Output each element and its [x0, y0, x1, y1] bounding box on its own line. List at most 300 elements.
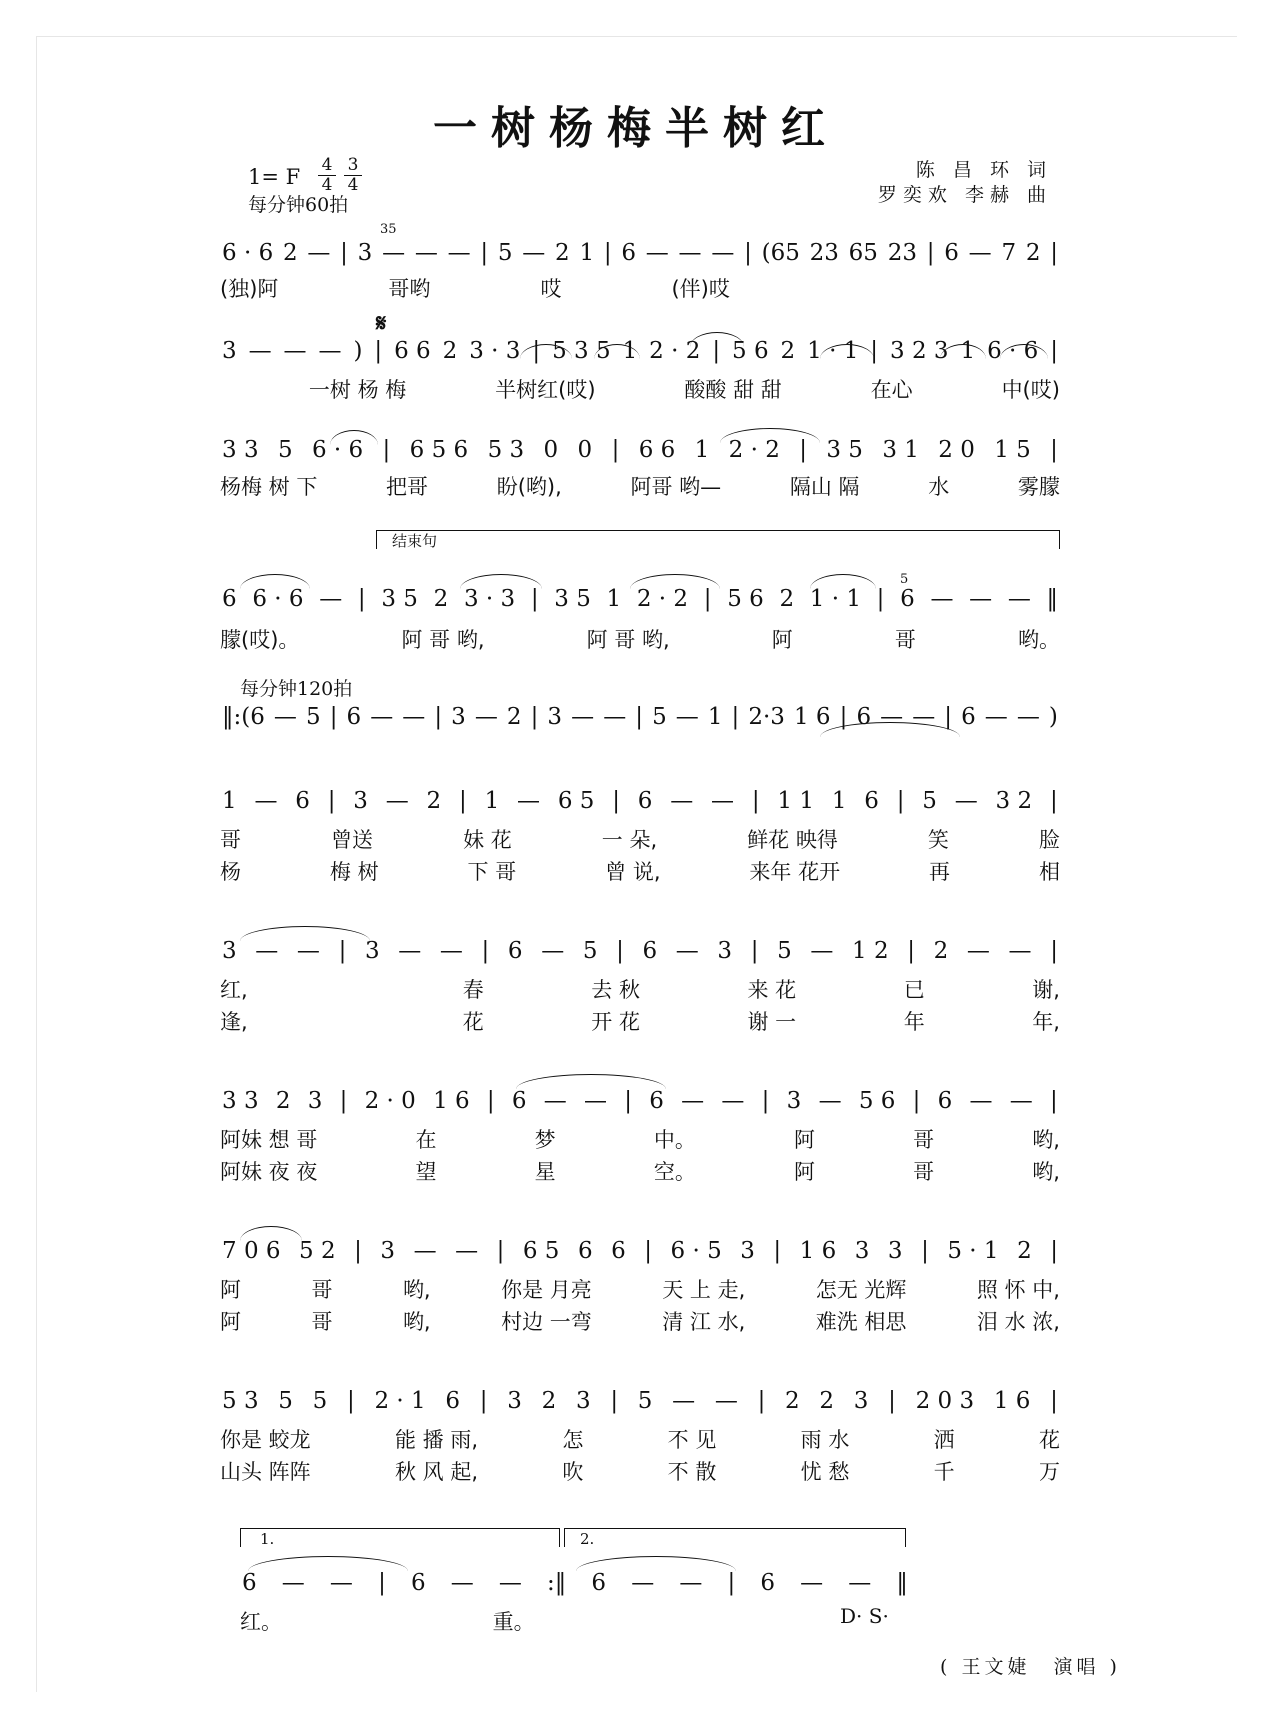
note-token: — [370, 704, 394, 730]
lyric-syllable: 哥 [894, 628, 916, 652]
note-token: 2·3 [748, 704, 785, 730]
note-token: 3 [380, 1238, 396, 1264]
note-token: 1 [484, 788, 500, 814]
note-token: 6 [591, 1570, 607, 1596]
note-token: — [672, 1388, 696, 1414]
barline: ‖ [896, 1570, 908, 1596]
note-token: 6 [961, 704, 976, 730]
lyric-row-2 [220, 856, 1060, 886]
note-token: 5 3 5 [552, 338, 611, 364]
note-token: — [968, 240, 992, 266]
lyric-syllable: 泪 水 浓, [976, 1310, 1060, 1334]
barline: | [1050, 338, 1058, 364]
barline: | [340, 240, 348, 266]
note-token: 2 [1025, 240, 1041, 266]
lyric-syllable: 逢, [220, 1010, 248, 1034]
note-token: — [414, 240, 438, 266]
note-token: 1 · 1 [809, 586, 861, 612]
note-token: — [1009, 1088, 1033, 1114]
note-token: 5 [582, 938, 598, 964]
volta-2-bracket [564, 1528, 906, 1547]
note-token: 6 · 6 [222, 240, 274, 266]
barline: | [926, 240, 935, 266]
lyric-syllable: 哥 [311, 1310, 333, 1334]
note-token: — [679, 1570, 703, 1596]
score-line-6 [220, 788, 1060, 884]
lyric-syllable: 已 [903, 978, 925, 1002]
lyric-row [220, 1424, 1060, 1454]
note-token: — [439, 938, 463, 964]
note-token: 5 [922, 788, 937, 814]
lyric-row [240, 1606, 640, 1636]
note-token: 1 [960, 338, 976, 364]
note-token: 3 [307, 1088, 323, 1114]
ending-section-label: 结束句 [392, 532, 438, 550]
barline: | [496, 1238, 505, 1264]
note-token: 5 [777, 938, 792, 964]
lyric-syllable: 鲜花 映得 [747, 828, 838, 852]
note-token: 0 [543, 437, 559, 463]
lyric-syllable: 春 [462, 978, 484, 1002]
barline: | [644, 1238, 653, 1264]
performer-credit: ( 王文婕 演唱 ) [940, 1656, 1121, 1678]
note-token: — [1016, 704, 1040, 730]
lyric-syllable: 年, [1032, 1010, 1060, 1034]
lyric-syllable: 酸酸 甜 甜 [684, 378, 782, 402]
lyric-syllable: 清 江 水, [662, 1310, 746, 1334]
note-token: 3 3 [222, 1088, 259, 1114]
lyric-syllable: 梅 树 [329, 860, 379, 884]
note-token: 6 [637, 788, 653, 814]
barline: | [532, 338, 541, 364]
note-token: 6 6 [638, 437, 676, 463]
note-token: — [541, 938, 565, 964]
note-token: — [912, 704, 936, 730]
note-token: 3 2 [995, 788, 1033, 814]
lyric-syllable: 花 [462, 1010, 484, 1034]
barline: ‖ [1046, 586, 1058, 612]
note-token: — [645, 240, 669, 266]
note-token: — [678, 240, 702, 266]
note-token: 3 1 [882, 437, 919, 463]
barline: | [603, 240, 612, 266]
grace-note-1: 35 [380, 222, 397, 237]
barline: | [378, 1570, 386, 1596]
note-token: — [848, 1570, 872, 1596]
note-token: — [455, 1238, 479, 1264]
barline: | [612, 788, 620, 814]
barline: | [944, 704, 953, 730]
barline: | [731, 704, 740, 730]
note-token: 5 [305, 704, 321, 730]
notation-row [220, 1088, 1060, 1114]
lyric-row [220, 824, 1060, 854]
note-token: 2 0 3 [915, 1388, 975, 1414]
lyric-syllable: 雾朦 [1017, 475, 1060, 499]
lyric-row-2 [220, 1156, 1060, 1186]
note-token: 1 [579, 240, 595, 266]
note-token: 2 · 2 [728, 437, 780, 463]
note-token: 23 [809, 240, 839, 266]
barline: | [907, 938, 915, 964]
barline: | [479, 1388, 488, 1414]
lyric-row [220, 471, 1060, 501]
barline: | [530, 586, 539, 612]
lyric-syllable: 妹 花 [463, 828, 512, 852]
lyric-syllable: 不 散 [667, 1460, 717, 1484]
note-token: ) [353, 338, 363, 364]
lyric-syllable: 洒 [933, 1428, 955, 1452]
note-token: 23 [887, 240, 917, 266]
note-token: — [675, 704, 699, 730]
note-token: 6 · 6 [987, 338, 1039, 364]
score-line-8 [220, 1088, 1060, 1184]
note-token: — [543, 1088, 567, 1114]
note-token: 6 [864, 788, 879, 814]
barline: | [750, 938, 759, 964]
note-token: — [800, 1570, 824, 1596]
note-token: 3 [353, 788, 368, 814]
notation-row [220, 338, 1060, 364]
note-token: 5 2 [299, 1238, 336, 1264]
note-token: — [498, 1570, 522, 1596]
note-token: 7 0 6 [222, 1238, 281, 1264]
barline: | [1050, 437, 1058, 463]
lyric-syllable: 下 哥 [467, 860, 517, 884]
note-token: 6 [511, 1088, 527, 1114]
note-token: 3 [717, 938, 733, 964]
note-token: 6 · 6 [252, 586, 304, 612]
meter-a-num: 4 [321, 155, 333, 175]
lyric-syllable: 重。 [492, 1610, 535, 1634]
barline: | [744, 240, 752, 266]
note-token: 1 2 [852, 938, 889, 964]
lyric-syllable: 半树红(哎) [495, 378, 596, 402]
barline: | [888, 1388, 896, 1414]
note-token: 2 · 2 [649, 338, 701, 364]
barline: | [896, 788, 905, 814]
lyric-syllable: 中。 [653, 1128, 696, 1152]
note-token: 6 [621, 240, 637, 266]
note-token: 3 · 3 [469, 338, 521, 364]
note-token: — [447, 240, 471, 266]
lyric-syllable: 去 秋 [591, 978, 640, 1002]
composer-credit: 罗奕欢 李赫 曲 [877, 184, 1052, 206]
lyric-syllable: 谢, [1032, 978, 1060, 1002]
song-title: 一树杨梅半树红 [433, 103, 839, 154]
lyric-syllable: 不 见 [667, 1428, 717, 1452]
notation-row [220, 938, 1060, 964]
note-token: 1 [831, 788, 847, 814]
lyric-syllable: 红, [220, 978, 248, 1002]
note-token: 1 [707, 704, 723, 730]
lyric-row-2 [220, 1306, 1060, 1336]
note-token: — [984, 704, 1008, 730]
lyric-syllable: 空。 [653, 1160, 696, 1184]
lyric-syllable: 阿 [793, 1128, 815, 1152]
barline: :‖ [547, 1570, 567, 1596]
lyric-syllable: 千 [933, 1460, 955, 1484]
lyric-syllable: 哟, [402, 1310, 431, 1334]
note-token: 5 6 [727, 586, 764, 612]
note-token: 6 · 5 [670, 1238, 722, 1264]
note-token: — [273, 704, 297, 730]
lyric-syllable: 阿 哥 哟, [401, 628, 485, 652]
barline: | [635, 704, 643, 730]
lyric-syllable: 阿 哥 哟, [586, 628, 670, 652]
note-token: 3 2 3 [890, 338, 949, 364]
note-token: 2 [433, 586, 449, 612]
lyric-row-2 [220, 1006, 1060, 1036]
lyric-row [220, 624, 1060, 654]
lyric-row [220, 1124, 1060, 1154]
score-line-4 [220, 586, 1060, 652]
barline: | [727, 1570, 736, 1596]
lyric-syllable: 杨梅 树 下 [220, 475, 318, 499]
lyric-syllable: 相 [1038, 860, 1060, 884]
volta-1-label: 1. [260, 1530, 275, 1548]
note-token: 3 [451, 704, 466, 730]
barline: | [1050, 938, 1058, 964]
note-token: — [714, 1388, 738, 1414]
note-token: 2 [506, 704, 522, 730]
note-token: (65 [761, 240, 800, 266]
note-token: — [818, 1088, 842, 1114]
barline: | [434, 704, 443, 730]
note-token: 3 · 3 [463, 586, 516, 612]
note-token: 3 [364, 938, 380, 964]
lyric-syllable: 阿 [771, 628, 793, 652]
note-token: 3 3 [222, 437, 259, 463]
lyric-syllable: 山头 阵阵 [220, 1460, 311, 1484]
lyric-syllable: 一树 杨 梅 [308, 378, 407, 402]
lyric-syllable: 哥 [311, 1278, 333, 1302]
note-token: 6 [222, 586, 237, 612]
note-token: 1 6 [433, 1088, 470, 1114]
barline: | [912, 1088, 921, 1114]
note-token: — [413, 1238, 437, 1264]
lyric-syllable: 哥 [913, 1128, 935, 1152]
notation-row [220, 1388, 1060, 1414]
note-token: — [711, 240, 735, 266]
barline: | [611, 437, 620, 463]
lyric-syllable: 在 [415, 1128, 437, 1152]
volta-2-label: 2. [580, 1530, 595, 1548]
note-token: — [966, 938, 990, 964]
note-token: 3 [740, 1238, 755, 1264]
lyric-row-2 [220, 1456, 1060, 1486]
notation-row [220, 788, 1060, 814]
barline: | [481, 938, 490, 964]
note-token: 2 [275, 1088, 291, 1114]
notation-row [220, 1238, 1060, 1264]
note-token: 5 6 [732, 338, 769, 364]
note-token: 6 [577, 1238, 593, 1264]
note-token: 6 [856, 704, 872, 730]
lyric-syllable: 哟, [402, 1278, 431, 1302]
note-token: — [319, 586, 343, 612]
tempo-marking-2: 每分钟120拍 [240, 678, 353, 700]
meter-b-num: 3 [347, 155, 359, 175]
note-token: — [1008, 938, 1032, 964]
note-token: — [255, 938, 279, 964]
ending-section-bracket [376, 530, 1060, 549]
note-token: 3 [575, 1388, 591, 1414]
note-token: 5 3 [487, 437, 525, 463]
note-token: 3 [507, 1388, 522, 1414]
lyric-syllable: 笑 [927, 828, 949, 852]
note-token: — [281, 1570, 305, 1596]
note-token: 5 [312, 1388, 328, 1414]
note-token: — [402, 704, 426, 730]
note-token: — [711, 788, 735, 814]
barline: | [382, 437, 391, 463]
lyric-syllable: 一 朵, [601, 828, 658, 852]
lyric-syllable: 哥 [913, 1160, 935, 1184]
lyric-syllable: 来 花 [747, 978, 797, 1002]
note-token: 2 · 1 [374, 1388, 426, 1414]
barline: | [327, 788, 336, 814]
barline: | [1049, 788, 1058, 814]
note-token: 6 [295, 788, 310, 814]
lyric-row [220, 273, 1060, 303]
note-token: 1 6 [799, 1238, 837, 1264]
barline: | [616, 938, 624, 964]
note-token: 3 [854, 1238, 870, 1264]
note-token: 5 [497, 240, 513, 266]
note-token: — [571, 704, 595, 730]
lyric-row [220, 1274, 1060, 1304]
barline: | [347, 1388, 355, 1414]
note-token: — [296, 938, 320, 964]
barline: | [374, 338, 383, 364]
lyric-syllable: 忧 愁 [800, 1460, 850, 1484]
barline: | [459, 788, 467, 814]
lyric-row [220, 974, 1060, 1004]
barline: | [1050, 1238, 1058, 1264]
lyric-syllable: 照 怀 中, [976, 1278, 1060, 1302]
barline: | [357, 586, 366, 612]
barline: | [870, 338, 879, 364]
note-token: 3 [786, 1088, 802, 1114]
lyric-syllable: 哥 [220, 828, 241, 852]
note-token: — [522, 240, 546, 266]
note-token: — [318, 338, 342, 364]
note-token: 6 · 6 [311, 437, 364, 463]
barline: | [480, 240, 489, 266]
lyric-syllable: 谢 一 [747, 1010, 797, 1034]
lyric-syllable: 哟, [1032, 1160, 1060, 1184]
note-token: 1 · 1 [807, 338, 859, 364]
note-token: — [1007, 586, 1031, 612]
note-token: — [810, 938, 834, 964]
note-token: 5 6 [858, 1088, 896, 1114]
note-token: 5 [637, 1388, 653, 1414]
lyric-syllable: 阿 [220, 1278, 241, 1302]
note-token: — [450, 1570, 474, 1596]
grace-note-2: 5 [900, 572, 909, 587]
note-token: 6 [900, 586, 915, 612]
note-token: — [474, 704, 498, 730]
barline: | [530, 704, 539, 730]
barline: | [757, 1388, 766, 1414]
lyric-syllable: 天 上 走, [662, 1278, 746, 1302]
note-token: 2 [442, 338, 458, 364]
lyric-syllable: 村边 一弯 [501, 1310, 592, 1334]
lyric-syllable: 哎 [540, 277, 562, 301]
lyric-syllable: 阿 [793, 1160, 815, 1184]
note-token: — [880, 704, 904, 730]
lyric-syllable: (伴)哎 [671, 277, 730, 301]
barline: | [354, 1238, 362, 1264]
barline: | [712, 338, 721, 364]
score-line-1 [220, 240, 1060, 301]
lyric-syllable: 难洗 相思 [815, 1310, 907, 1334]
barline: | [839, 704, 848, 730]
lyric-syllable: 梦 [534, 1128, 556, 1152]
barline: | [624, 1088, 633, 1114]
note-token: 6 [507, 938, 523, 964]
note-token: — [603, 704, 627, 730]
note-token: 6 [445, 1388, 461, 1414]
note-token: 2 [555, 240, 570, 266]
lyric-syllable: 脸 [1038, 828, 1060, 852]
note-token: 3 [222, 938, 237, 964]
note-token: — [248, 338, 272, 364]
note-token: 6 [642, 938, 658, 964]
note-token: 3 5 [554, 586, 591, 612]
lyric-syllable: 你是 月亮 [501, 1278, 592, 1302]
note-token: 6 6 [394, 338, 431, 364]
notation-row [220, 586, 1060, 612]
note-token: 6 [944, 240, 959, 266]
barline: | [799, 437, 807, 463]
note-token: 2 [541, 1388, 557, 1414]
note-token: 1 1 [777, 788, 814, 814]
note-token: 6 5 [522, 1238, 560, 1264]
note-token: — [631, 1570, 655, 1596]
note-token: 2 [282, 240, 298, 266]
lyric-syllable: 怎 [562, 1428, 584, 1452]
note-token: 5 · 1 [947, 1238, 999, 1264]
lyric-syllable: 哟, [1032, 1128, 1060, 1152]
lyric-syllable: 秋 风 起, [395, 1460, 479, 1484]
lyric-syllable: 万 [1038, 1460, 1060, 1484]
note-token: 1 6 [793, 704, 831, 730]
barline: | [703, 586, 712, 612]
lyric-syllable: 怎无 光辉 [815, 1278, 907, 1302]
lyric-syllable: 星 [534, 1160, 556, 1184]
note-token: 5 3 [222, 1388, 259, 1414]
note-token: — [721, 1088, 745, 1114]
note-token: — [517, 788, 541, 814]
barline: | [876, 586, 885, 612]
note-token: 65 [848, 240, 878, 266]
lyric-syllable: 盼(哟), [496, 475, 562, 499]
lyric-syllable: 能 播 雨, [395, 1428, 479, 1452]
note-token: 0 [577, 437, 593, 463]
note-token: 2 [780, 338, 796, 364]
lyric-syllable: 来年 花开 [749, 860, 841, 884]
note-token: 1 [222, 788, 237, 814]
lyric-syllable: 哥哟 [388, 277, 431, 301]
note-token: 2 [779, 586, 795, 612]
score-line-2 [220, 338, 1060, 402]
volta-1-bracket [240, 1528, 560, 1547]
note-token: 6 [410, 1570, 426, 1596]
lyric-syllable: 曾 说, [605, 860, 661, 884]
note-token: 1 6 [993, 1388, 1031, 1414]
